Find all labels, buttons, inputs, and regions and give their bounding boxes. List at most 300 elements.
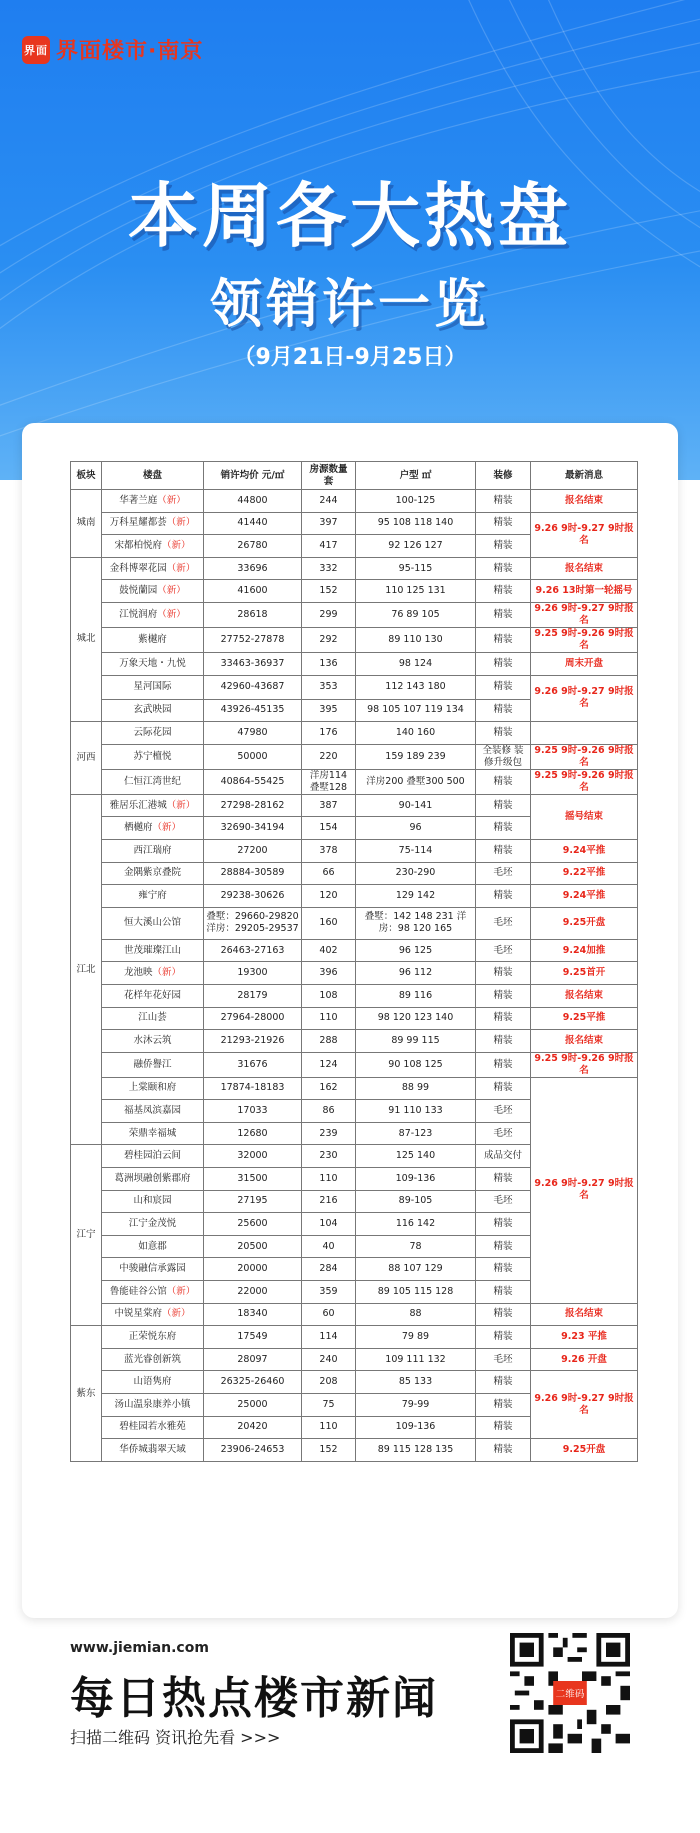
units-cell: 152 bbox=[302, 580, 356, 603]
layout-cell: 96 bbox=[356, 817, 476, 840]
units-cell: 387 bbox=[302, 794, 356, 817]
new-badge: （新） bbox=[166, 517, 196, 529]
price-cell: 17033 bbox=[204, 1100, 302, 1123]
layout-cell: 98 124 bbox=[356, 652, 476, 675]
decoration-cell: 精装 bbox=[476, 1281, 531, 1304]
table-row bbox=[71, 1303, 638, 1326]
decoration-cell: 精装 bbox=[476, 1007, 531, 1030]
decoration-cell: 毛坯 bbox=[476, 1122, 531, 1145]
project-name: 中锐星棠府 bbox=[114, 1308, 162, 1320]
new-badge: （新） bbox=[157, 608, 186, 620]
decoration-cell: 精装 bbox=[476, 1416, 531, 1439]
new-badge: （新） bbox=[166, 562, 196, 574]
project-cell bbox=[102, 1145, 204, 1168]
project-name: 华著兰庭 bbox=[119, 494, 158, 506]
news-cell: 9.26 9时-9.27 9时报名 bbox=[531, 1077, 638, 1303]
decoration-cell: 精装 bbox=[476, 1258, 531, 1281]
new-badge: （新） bbox=[162, 1308, 191, 1320]
project-cell bbox=[102, 535, 204, 558]
price-cell: 17874-18183 bbox=[204, 1077, 302, 1100]
project-name: 恒大溪山公馆 bbox=[123, 917, 181, 929]
project-name: 山和宸园 bbox=[133, 1195, 172, 1207]
project-name: 荣鼎幸福城 bbox=[128, 1127, 177, 1139]
table-row bbox=[71, 769, 638, 794]
table-row bbox=[71, 885, 638, 908]
layout-cell: 110 125 131 bbox=[356, 580, 476, 603]
news-cell: 摇号结束 bbox=[531, 794, 638, 839]
project-cell bbox=[102, 839, 204, 862]
project-name: 龙池映 bbox=[123, 967, 153, 979]
new-badge: （新） bbox=[157, 494, 186, 506]
news-cell: 9.26 开盘 bbox=[531, 1348, 638, 1371]
project-name: 万科星耀都荟 bbox=[109, 517, 167, 529]
units-cell: 110 bbox=[302, 1168, 356, 1191]
units-cell: 洋房114 叠墅128 bbox=[302, 769, 356, 794]
layout-cell: 112 143 180 bbox=[356, 675, 476, 699]
project-cell bbox=[102, 744, 204, 769]
units-cell: 60 bbox=[302, 1303, 356, 1326]
decoration-cell: 精装 bbox=[476, 490, 531, 513]
decoration-cell: 精装 bbox=[476, 627, 531, 652]
decoration-cell: 精装 bbox=[476, 1235, 531, 1258]
project-cell bbox=[102, 1122, 204, 1145]
news-cell: 9.22平推 bbox=[531, 862, 638, 885]
project-name: 水沐云筑 bbox=[133, 1034, 172, 1046]
decoration-cell: 精装 bbox=[476, 580, 531, 603]
news-cell: 9.25 9时-9.26 9时报名 bbox=[531, 627, 638, 652]
layout-cell: 96 125 bbox=[356, 939, 476, 962]
price-cell: 25600 bbox=[204, 1213, 302, 1236]
hero-banner bbox=[0, 0, 700, 480]
price-cell: 22000 bbox=[204, 1281, 302, 1304]
project-name: 华侨城翡翠天域 bbox=[119, 1443, 186, 1455]
units-cell: 397 bbox=[302, 512, 356, 535]
price-cell: 26463-27163 bbox=[204, 939, 302, 962]
table-row bbox=[71, 1326, 638, 1349]
table-body bbox=[71, 490, 638, 1462]
layout-cell: 88 bbox=[356, 1303, 476, 1326]
qr-center-label: 二维码 bbox=[555, 1688, 585, 1700]
decoration-cell: 精装 bbox=[476, 1168, 531, 1191]
table-row bbox=[71, 652, 638, 675]
project-name: 玄武映园 bbox=[133, 704, 172, 716]
news-cell: 报名结束 bbox=[531, 1303, 638, 1326]
project-cell bbox=[102, 862, 204, 885]
project-name: 上棠颐和府 bbox=[128, 1082, 177, 1094]
units-cell: 230 bbox=[302, 1145, 356, 1168]
project-cell bbox=[102, 557, 204, 580]
layout-cell: 79 89 bbox=[356, 1326, 476, 1349]
district-cell: 江宁 bbox=[71, 1145, 102, 1326]
price-cell: 28884-30589 bbox=[204, 862, 302, 885]
price-cell: 12680 bbox=[204, 1122, 302, 1145]
price-cell: 41440 bbox=[204, 512, 302, 535]
decoration-cell: 毛坯 bbox=[476, 1190, 531, 1213]
project-name: 融侨譽江 bbox=[133, 1058, 172, 1070]
layout-cell: 89 116 bbox=[356, 984, 476, 1007]
news-cell: 报名结束 bbox=[531, 984, 638, 1007]
table-row bbox=[71, 512, 638, 535]
layout-cell: 89 105 115 128 bbox=[356, 1281, 476, 1304]
units-cell: 292 bbox=[302, 627, 356, 652]
project-cell bbox=[102, 490, 204, 513]
price-cell: 20000 bbox=[204, 1258, 302, 1281]
project-cell bbox=[102, 1100, 204, 1123]
project-cell bbox=[102, 817, 204, 840]
project-name: 雍宁府 bbox=[138, 889, 167, 901]
project-cell bbox=[102, 1416, 204, 1439]
decoration-cell: 毛坯 bbox=[476, 1100, 531, 1123]
project-name: 星河国际 bbox=[133, 681, 172, 693]
project-name: 碧桂园泊云间 bbox=[123, 1150, 181, 1162]
project-name: 云际花园 bbox=[133, 726, 172, 738]
table-row bbox=[71, 1052, 638, 1077]
price-cell: 47980 bbox=[204, 722, 302, 745]
units-cell: 378 bbox=[302, 839, 356, 862]
project-name: 世茂璀璨江山 bbox=[123, 944, 181, 956]
decoration-cell: 成品交付 bbox=[476, 1145, 531, 1168]
price-cell: 32690-34194 bbox=[204, 817, 302, 840]
layout-cell: 89-105 bbox=[356, 1190, 476, 1213]
table-row bbox=[71, 1439, 638, 1462]
layout-cell: 109 111 132 bbox=[356, 1348, 476, 1371]
layout-cell: 109-136 bbox=[356, 1168, 476, 1191]
project-cell bbox=[102, 722, 204, 745]
decoration-cell: 毛坯 bbox=[476, 862, 531, 885]
project-cell bbox=[102, 1190, 204, 1213]
project-cell bbox=[102, 1303, 204, 1326]
news-cell: 9.26 9时-9.27 9时报名 bbox=[531, 675, 638, 722]
units-cell: 40 bbox=[302, 1235, 356, 1258]
news-cell: 9.26 9时-9.27 9时报名 bbox=[531, 512, 638, 557]
news-cell: 9.25首开 bbox=[531, 962, 638, 985]
project-name: 金科博翠花园 bbox=[109, 562, 167, 574]
project-cell bbox=[102, 1439, 204, 1462]
price-cell: 29238-30626 bbox=[204, 885, 302, 908]
project-name: 汤山温泉康养小镇 bbox=[114, 1398, 191, 1410]
header-district: 板块 bbox=[71, 462, 102, 490]
project-name: 如意郡 bbox=[138, 1240, 167, 1252]
project-name: 福基凤滨嘉园 bbox=[123, 1105, 181, 1117]
decoration-cell: 精装 bbox=[476, 1371, 531, 1394]
new-badge: （新） bbox=[166, 799, 196, 811]
layout-cell: 90-141 bbox=[356, 794, 476, 817]
units-cell: 402 bbox=[302, 939, 356, 962]
project-cell bbox=[102, 1348, 204, 1371]
decoration-cell: 精装 bbox=[476, 1077, 531, 1100]
price-cell: 27964-28000 bbox=[204, 1007, 302, 1030]
news-cell: 9.25开盘 bbox=[531, 907, 638, 939]
units-cell: 244 bbox=[302, 490, 356, 513]
news-cell bbox=[531, 722, 638, 745]
project-name: 葛洲坝融创紫郡府 bbox=[114, 1172, 191, 1184]
new-badge: （新） bbox=[152, 967, 182, 979]
project-name: 栖樾府 bbox=[123, 822, 153, 834]
units-cell: 176 bbox=[302, 722, 356, 745]
project-cell bbox=[102, 1394, 204, 1417]
units-cell: 154 bbox=[302, 817, 356, 840]
project-name: 碧桂园若水雅苑 bbox=[119, 1421, 186, 1433]
project-cell bbox=[102, 1007, 204, 1030]
units-cell: 104 bbox=[302, 1213, 356, 1236]
decoration-cell: 精装 bbox=[476, 1394, 531, 1417]
district-cell: 城北 bbox=[71, 557, 102, 721]
decoration-cell: 精装 bbox=[476, 885, 531, 908]
footer-subtitle: 扫描二维码 资讯抢先看 >>> bbox=[70, 1728, 281, 1747]
project-cell bbox=[102, 1235, 204, 1258]
project-cell bbox=[102, 1281, 204, 1304]
units-cell: 86 bbox=[302, 1100, 356, 1123]
table-row bbox=[71, 862, 638, 885]
layout-cell: 159 189 239 bbox=[356, 744, 476, 769]
news-cell: 9.25 9时-9.26 9时报名 bbox=[531, 1052, 638, 1077]
price-cell: 27195 bbox=[204, 1190, 302, 1213]
new-badge: （新） bbox=[152, 822, 182, 834]
decoration-cell: 精装 bbox=[476, 1439, 531, 1462]
table-row bbox=[71, 1030, 638, 1053]
project-cell bbox=[102, 885, 204, 908]
layout-cell: 85 133 bbox=[356, 1371, 476, 1394]
project-name: 宋都柏悦府 bbox=[114, 539, 162, 551]
units-cell: 216 bbox=[302, 1190, 356, 1213]
news-cell: 9.25开盘 bbox=[531, 1439, 638, 1462]
project-name: 正荣悦东府 bbox=[128, 1331, 177, 1343]
project-name: 中骏融信承露园 bbox=[119, 1263, 186, 1275]
news-cell: 报名结束 bbox=[531, 1030, 638, 1053]
layout-cell: 95-115 bbox=[356, 557, 476, 580]
header-layout: 户型 ㎡ bbox=[356, 462, 476, 490]
project-cell bbox=[102, 1258, 204, 1281]
layout-cell: 76 89 105 bbox=[356, 602, 476, 627]
news-cell: 9.24平推 bbox=[531, 839, 638, 862]
layout-cell: 129 142 bbox=[356, 885, 476, 908]
project-name: 江山荟 bbox=[138, 1012, 167, 1024]
news-cell: 9.25 9时-9.26 9时报名 bbox=[531, 744, 638, 769]
decoration-cell: 精装 bbox=[476, 839, 531, 862]
decoration-cell: 精装 bbox=[476, 722, 531, 745]
project-cell bbox=[102, 962, 204, 985]
footer-url[interactable]: www.jiemian.com bbox=[70, 1640, 209, 1656]
decoration-cell: 毛坯 bbox=[476, 1348, 531, 1371]
layout-cell: 100-125 bbox=[356, 490, 476, 513]
project-name: 金隅紫京叠院 bbox=[123, 867, 181, 879]
news-cell: 9.26 13时第一轮摇号 bbox=[531, 580, 638, 603]
units-cell: 120 bbox=[302, 885, 356, 908]
decoration-cell: 精装 bbox=[476, 1052, 531, 1077]
units-cell: 66 bbox=[302, 862, 356, 885]
news-cell: 9.25平推 bbox=[531, 1007, 638, 1030]
project-name: 鼓悦蘭园 bbox=[119, 585, 158, 597]
price-cell: 28618 bbox=[204, 602, 302, 627]
project-cell bbox=[102, 580, 204, 603]
project-name: 江悦润府 bbox=[119, 608, 158, 620]
news-cell: 周末开盘 bbox=[531, 652, 638, 675]
project-name: 蓝光睿创新筑 bbox=[123, 1353, 181, 1365]
district-cell: 河西 bbox=[71, 722, 102, 795]
brand-logo-mark: 界面 bbox=[22, 36, 50, 64]
layout-cell: 75-114 bbox=[356, 839, 476, 862]
price-cell: 28179 bbox=[204, 984, 302, 1007]
decoration-cell: 精装 bbox=[476, 557, 531, 580]
units-cell: 396 bbox=[302, 962, 356, 985]
decoration-cell: 精装 bbox=[476, 512, 531, 535]
layout-cell: 89 99 115 bbox=[356, 1030, 476, 1053]
table-row bbox=[71, 962, 638, 985]
district-cell: 江北 bbox=[71, 794, 102, 1145]
decoration-cell: 毛坯 bbox=[476, 907, 531, 939]
price-cell: 叠墅：29660-29820 洋房：29205-29537 bbox=[204, 907, 302, 939]
layout-cell: 125 140 bbox=[356, 1145, 476, 1168]
units-cell: 220 bbox=[302, 744, 356, 769]
price-cell: 27752-27878 bbox=[204, 627, 302, 652]
units-cell: 332 bbox=[302, 557, 356, 580]
new-badge: （新） bbox=[162, 539, 191, 551]
layout-cell: 95 108 118 140 bbox=[356, 512, 476, 535]
news-cell: 9.23 平推 bbox=[531, 1326, 638, 1349]
layout-cell: 88 107 129 bbox=[356, 1258, 476, 1281]
table-row bbox=[71, 839, 638, 862]
price-cell: 33463-36937 bbox=[204, 652, 302, 675]
project-cell bbox=[102, 1213, 204, 1236]
table-row bbox=[71, 984, 638, 1007]
project-name: 雅居乐汇港城 bbox=[109, 799, 167, 811]
header-project: 楼盘 bbox=[102, 462, 204, 490]
news-cell: 9.25 9时-9.26 9时报名 bbox=[531, 769, 638, 794]
price-cell: 28097 bbox=[204, 1348, 302, 1371]
units-cell: 240 bbox=[302, 1348, 356, 1371]
layout-cell: 91 110 133 bbox=[356, 1100, 476, 1123]
layout-cell: 89 115 128 135 bbox=[356, 1439, 476, 1462]
decoration-cell: 全装修 装修升级包 bbox=[476, 744, 531, 769]
units-cell: 162 bbox=[302, 1077, 356, 1100]
layout-cell: 116 142 bbox=[356, 1213, 476, 1236]
units-cell: 353 bbox=[302, 675, 356, 699]
units-cell: 110 bbox=[302, 1416, 356, 1439]
price-cell: 42960-43687 bbox=[204, 675, 302, 699]
price-cell: 25000 bbox=[204, 1394, 302, 1417]
price-cell: 40864-55425 bbox=[204, 769, 302, 794]
decoration-cell: 精装 bbox=[476, 1213, 531, 1236]
decoration-cell: 精装 bbox=[476, 1030, 531, 1053]
table-row bbox=[71, 1077, 638, 1100]
price-cell: 43926-45135 bbox=[204, 699, 302, 722]
brand-logo bbox=[22, 34, 203, 65]
units-cell: 110 bbox=[302, 1007, 356, 1030]
price-cell: 18340 bbox=[204, 1303, 302, 1326]
project-cell bbox=[102, 675, 204, 699]
project-cell bbox=[102, 1077, 204, 1100]
page-subtitle: 领销许一览 bbox=[209, 275, 490, 335]
project-name: 紫樾府 bbox=[138, 633, 167, 645]
decoration-cell: 精装 bbox=[476, 675, 531, 699]
table-row bbox=[71, 744, 638, 769]
qr-code[interactable] bbox=[510, 1633, 630, 1753]
units-cell: 284 bbox=[302, 1258, 356, 1281]
layout-cell: 79-99 bbox=[356, 1394, 476, 1417]
units-cell: 417 bbox=[302, 535, 356, 558]
layout-cell: 叠墅：142 148 231 洋房：98 120 165 bbox=[356, 907, 476, 939]
table-row bbox=[71, 602, 638, 627]
layout-cell: 230-290 bbox=[356, 862, 476, 885]
table-row bbox=[71, 907, 638, 939]
project-cell bbox=[102, 939, 204, 962]
news-cell: 9.24平推 bbox=[531, 885, 638, 908]
price-cell: 50000 bbox=[204, 744, 302, 769]
price-cell: 20420 bbox=[204, 1416, 302, 1439]
project-cell bbox=[102, 907, 204, 939]
layout-cell: 洋房200 叠墅300 500 bbox=[356, 769, 476, 794]
header-decoration: 装修 bbox=[476, 462, 531, 490]
units-cell: 75 bbox=[302, 1394, 356, 1417]
project-name: 仁恒江湾世纪 bbox=[123, 775, 181, 787]
decoration-cell: 精装 bbox=[476, 1303, 531, 1326]
district-cell: 城南 bbox=[71, 490, 102, 558]
layout-cell: 89 110 130 bbox=[356, 627, 476, 652]
project-cell bbox=[102, 769, 204, 794]
units-cell: 152 bbox=[302, 1439, 356, 1462]
units-cell: 288 bbox=[302, 1030, 356, 1053]
decoration-cell: 精装 bbox=[476, 1326, 531, 1349]
table-row bbox=[71, 627, 638, 652]
price-cell: 33696 bbox=[204, 557, 302, 580]
new-badge: （新） bbox=[166, 1285, 196, 1297]
table-row bbox=[71, 1371, 638, 1394]
decoration-cell: 精装 bbox=[476, 984, 531, 1007]
project-cell bbox=[102, 602, 204, 627]
units-cell: 124 bbox=[302, 1052, 356, 1077]
district-cell: 紫东 bbox=[71, 1326, 102, 1462]
project-cell bbox=[102, 984, 204, 1007]
project-name: 苏宁檀悦 bbox=[133, 750, 172, 762]
sales-license-table bbox=[70, 461, 638, 1462]
price-cell: 26780 bbox=[204, 535, 302, 558]
price-cell: 19300 bbox=[204, 962, 302, 985]
news-cell: 9.26 9时-9.27 9时报名 bbox=[531, 602, 638, 627]
table-row bbox=[71, 490, 638, 513]
page-title: 本周各大热盘 bbox=[128, 175, 572, 257]
decoration-cell: 精装 bbox=[476, 535, 531, 558]
brand-logo-text: 界面楼市·南京 bbox=[56, 39, 204, 64]
table-row bbox=[71, 939, 638, 962]
price-cell: 23906-24653 bbox=[204, 1439, 302, 1462]
table-row bbox=[71, 794, 638, 817]
project-cell bbox=[102, 1030, 204, 1053]
decoration-cell: 精装 bbox=[476, 602, 531, 627]
price-cell: 41600 bbox=[204, 580, 302, 603]
units-cell: 208 bbox=[302, 1371, 356, 1394]
project-cell bbox=[102, 1326, 204, 1349]
units-cell: 114 bbox=[302, 1326, 356, 1349]
project-name: 花样年花好园 bbox=[123, 989, 181, 1001]
table-row bbox=[71, 580, 638, 603]
news-cell: 报名结束 bbox=[531, 490, 638, 513]
price-cell: 20500 bbox=[204, 1235, 302, 1258]
project-name: 鲁能硅谷公馆 bbox=[109, 1285, 167, 1297]
units-cell: 359 bbox=[302, 1281, 356, 1304]
decoration-cell: 精装 bbox=[476, 794, 531, 817]
new-badge: （新） bbox=[157, 585, 186, 597]
table-row bbox=[71, 557, 638, 580]
layout-cell: 140 160 bbox=[356, 722, 476, 745]
project-cell bbox=[102, 1168, 204, 1191]
layout-cell: 92 126 127 bbox=[356, 535, 476, 558]
table-row bbox=[71, 1348, 638, 1371]
header-units: 房源数量 套 bbox=[302, 462, 356, 490]
layout-cell: 87-123 bbox=[356, 1122, 476, 1145]
decoration-cell: 精装 bbox=[476, 699, 531, 722]
table-row bbox=[71, 722, 638, 745]
units-cell: 299 bbox=[302, 602, 356, 627]
